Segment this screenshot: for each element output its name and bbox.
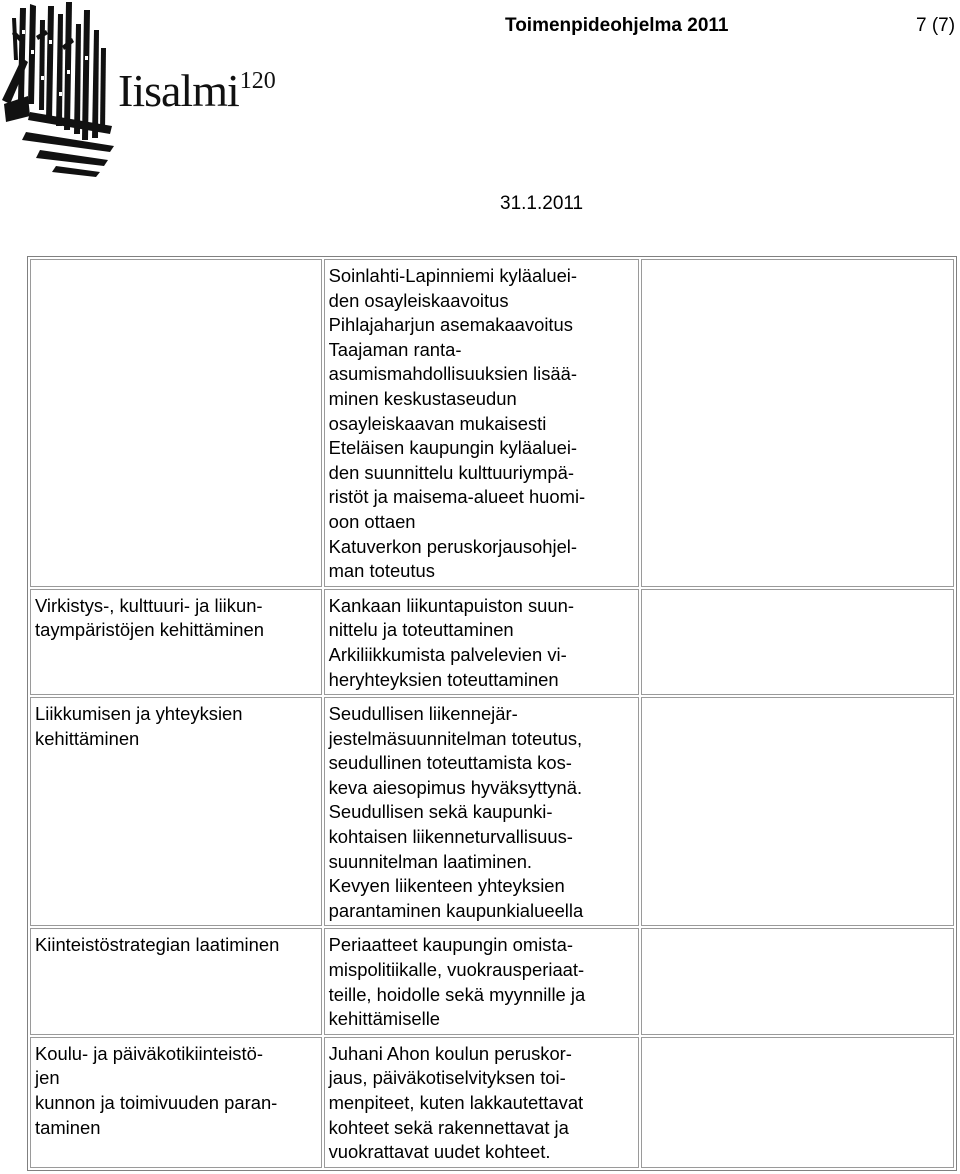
goal-cell xyxy=(30,589,322,695)
table-row xyxy=(30,697,954,926)
cell-line: jestelmäsuunnitelman toteutus, xyxy=(328,727,583,749)
cell-line: teille, hoidolle sekä myynnille ja xyxy=(328,983,586,1005)
cell-line: Eteläisen kaupungin kyläaluei- xyxy=(328,437,578,459)
cell-line: oon ottaen xyxy=(328,510,416,532)
goal-cell xyxy=(30,697,322,926)
cell-line: Koulu- ja päiväkotikiinteistö- xyxy=(35,1042,263,1064)
cell-line: Juhani Ahon koulun peruskor- xyxy=(328,1042,572,1064)
table-row xyxy=(30,589,954,695)
cell-line: taympäristöjen kehittäminen xyxy=(35,619,264,641)
cell-line: ristöt ja maisema-alueet huomi- xyxy=(328,486,586,508)
logo-name: Iisalmi xyxy=(118,65,239,116)
cell-line: keva aiesopimus hyväksyttynä. xyxy=(328,776,583,798)
cell-line: Virkistys-, kulttuuri- ja liikun- xyxy=(35,594,263,616)
cell-line: menpiteet, kuten lakkautettavat xyxy=(328,1092,584,1113)
actions-cell xyxy=(324,928,639,1034)
actions-cell xyxy=(324,259,639,587)
cell-line: jen xyxy=(35,1067,60,1089)
cell-line: den suunnittelu kulttuuriympä- xyxy=(328,461,574,483)
actions-cell xyxy=(324,697,639,926)
goal-cell xyxy=(30,1037,322,1168)
cell-line: man toteutus xyxy=(328,560,435,582)
cell-line: Taajaman ranta- xyxy=(328,338,462,360)
cell-line: kohtaisen liikenneturvallisuus- xyxy=(328,826,573,848)
cell-line: vuokrattavat uudet kohteet. xyxy=(328,1141,551,1163)
action-plan-table xyxy=(27,256,957,1171)
cell-line: Seudullisen sekä kaupunki- xyxy=(328,801,553,823)
cell-line: kunnon ja toimivuuden paran- xyxy=(35,1092,278,1113)
cell-line: Seudullisen liikennejär- xyxy=(328,703,518,725)
cell-line: heryhteyksien toteuttaminen xyxy=(328,668,559,690)
cell-line: den osayleiskaavoitus xyxy=(328,289,509,311)
cell-line: osayleiskaavan mukaisesti xyxy=(328,412,547,434)
cell-line: Pihlajaharjun asemakaavoitus xyxy=(328,314,573,336)
cell-line: seudullinen toteuttamista kos- xyxy=(328,752,572,774)
goal-cell xyxy=(30,259,322,587)
cell-line: Kankaan liikuntapuiston suun- xyxy=(328,594,574,616)
cell-line: mispolitiikalle, vuokrausperiaat- xyxy=(328,959,585,981)
document-date: 31.1.2011 xyxy=(500,193,584,214)
table-row xyxy=(30,928,954,1034)
table-row xyxy=(30,259,954,587)
cell-line: Periaatteet kaupungin omista- xyxy=(328,934,573,956)
cell-line: Soinlahti-Lapinniemi kyläaluei- xyxy=(328,265,578,286)
cell-line: jaus, päiväkotiselvityksen toi- xyxy=(328,1067,566,1089)
action-plan-table-body xyxy=(30,259,954,1168)
cell-line: kohteet sekä rakennettavat ja xyxy=(328,1116,569,1138)
responsibility-cell xyxy=(641,697,954,926)
document-title: Toimenpideohjelma 2011 xyxy=(505,15,729,36)
cell-line: Kevyen liikenteen yhteyksien xyxy=(328,875,565,897)
cell-line: Liikkumisen ja yhteyksien xyxy=(35,703,243,725)
logo-wordmark xyxy=(118,64,276,117)
cell-line: minen keskustaseudun xyxy=(328,387,517,409)
actions-cell xyxy=(324,1037,639,1168)
cell-line: Arkiliikkumista palvelevien vi- xyxy=(328,643,567,665)
iisalmi-120-logo xyxy=(0,0,280,178)
logo-number: 120 xyxy=(239,68,276,94)
responsibility-cell xyxy=(641,259,954,587)
cell-line: suunnitelman laatiminen. xyxy=(328,850,533,872)
cell-line: kehittäminen xyxy=(35,727,140,749)
responsibility-cell xyxy=(641,928,954,1034)
table-row xyxy=(30,1037,954,1168)
cell-line: nittelu ja toteuttaminen xyxy=(328,619,514,641)
responsibility-cell xyxy=(641,1037,954,1168)
cell-line: parantaminen kaupunkialueella xyxy=(328,899,584,921)
cell-line: kehittämiselle xyxy=(328,1008,441,1030)
page-number: 7 (7) xyxy=(916,15,956,36)
cell-line: Kiinteistöstrategian laatiminen xyxy=(35,934,280,956)
responsibility-cell xyxy=(641,589,954,695)
actions-cell xyxy=(324,589,639,695)
cell-line: Katuverkon peruskorjausohjel- xyxy=(328,535,578,557)
cell-line: taminen xyxy=(35,1116,101,1138)
birch-trees-logo-graphic xyxy=(0,0,118,178)
goal-cell xyxy=(30,928,322,1034)
cell-line: asumismahdollisuuksien lisää- xyxy=(328,363,577,385)
